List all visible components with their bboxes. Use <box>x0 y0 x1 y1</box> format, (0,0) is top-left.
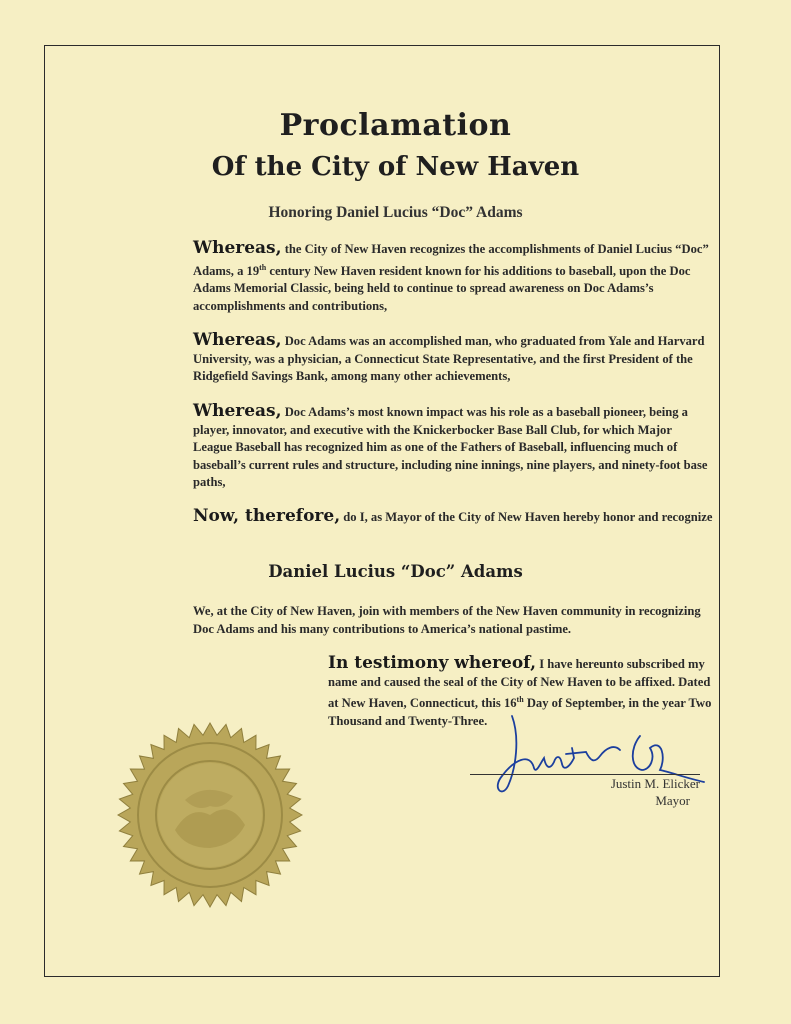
paragraph-lead: Now, therefore, <box>193 506 341 526</box>
signer-title: Mayor <box>655 793 690 808</box>
paragraph-lead: Whereas, <box>193 330 282 350</box>
paragraph-text: the City of New Haven recognizes the accomplishments of Daniel Lucius “Doc” Adams, a 19 <box>193 242 709 278</box>
whereas-paragraph-2 <box>193 332 713 386</box>
ordinal-suffix: th <box>516 695 524 705</box>
paragraph-text: Day of September, in the year Two Thousand and Twenty-Three. <box>328 696 712 728</box>
paragraph-lead: In testimony whereof, <box>328 653 537 673</box>
paragraph-text: I have hereunto subscribed my name and caused the seal of the City of New Haven to be affixed. Dated at New Haven, Connecticut, this 16 <box>328 657 711 711</box>
ordinal-suffix: th <box>259 262 267 272</box>
now-therefore-paragraph <box>193 508 713 527</box>
closing-paragraph: We, at the City of New Haven, join with members of the New Haven community in recognizing Doc Adams and his many contributions to America’s national pastime. <box>193 604 701 636</box>
document-subtitle: Of the City of New Haven <box>211 152 580 182</box>
paragraph-lead: Whereas, <box>193 401 282 421</box>
honoring-line: Honoring Daniel Lucius “Doc” Adams <box>268 204 523 221</box>
signer-name: Justin M. Elicker <box>610 776 700 791</box>
paragraph-text: Doc Adams’s most known impact was his role as a baseball pioneer, being a player, innovator, and executive with the Knickerbocker Base Ball Club, for which Major League Baseball has recognized him as one of the Fathers of Baseball, influencing much of baseball’s current rules and structure, including nine innings, nine players, and ninety-foot base paths, <box>193 405 708 490</box>
honoree-name: Daniel Lucius “Doc” Adams <box>268 562 523 581</box>
city-seal-icon <box>115 720 305 910</box>
paragraph-lead: Whereas, <box>193 238 282 258</box>
whereas-paragraph-1 <box>193 240 713 316</box>
paragraph-text: do I, as Mayor of the City of New Haven hereby honor and recognize <box>340 510 713 524</box>
document-title: Proclamation <box>279 108 512 143</box>
paragraph-text: Doc Adams was an accomplished man, who graduated from Yale and Harvard University, was a physician, a Connecticut State Representative, and the first President of the Ridgefield Savings Bank, among many other achievements, <box>193 334 705 384</box>
signature-line <box>470 774 700 775</box>
whereas-paragraph-3 <box>193 403 713 492</box>
paragraph-text: century New Haven resident known for his additions to baseball, upon the Doc Adams Memorial Classic, being held to continue to spread awareness on Doc Adams’s accomplishments and contributions, <box>193 263 691 313</box>
